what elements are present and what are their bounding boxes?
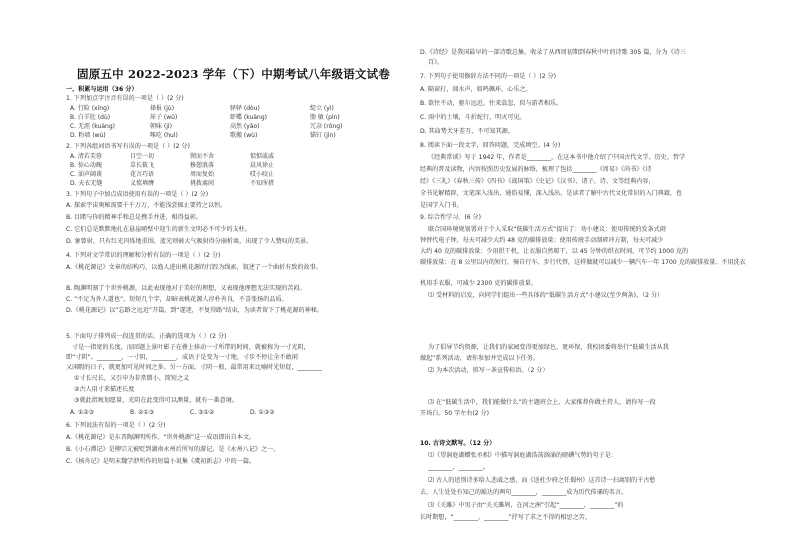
q2-options-row-b: B. 惊心动魄 草长筱飞 修憩浪落 晨风徐止 xyxy=(70,162,275,169)
q6-option-d-cont: 百》。 xyxy=(428,59,444,66)
q9-text-5: 机用手衣服，可减少 2300 克的碳排放量。 xyxy=(420,280,537,287)
q9-task-2: ⑵ 为本次活动，拟写一条宣传标语。（2 分） xyxy=(428,367,549,374)
q4-option-c: C. “不足为外人道也”，短短几个字，却暗表桃花源人淳朴善良，不喜张扬的品质。 xyxy=(66,296,288,303)
question-5: 5. 下面句子排列成一段连贯的话，正确的选项为（ ）(2 分) xyxy=(66,333,227,340)
left-column xyxy=(66,0,401,550)
q3-option-d: D. 象曾射，只有红光闪烁地重围，蓝光则被大气吸射得分崩析离，出现了令人赞叹的美景。 xyxy=(66,238,313,245)
q1-options-row-c: C. 无涯 (kuàng) 朝味 (jì) 高然 (yǎo) 冗杂 (rǒng) xyxy=(70,123,343,130)
q2-options-row-a: A. 清若芙蓉 目空一切 锲而不舍 惦惦戚戚 xyxy=(70,153,275,160)
q9-text-2: 钟替代电子钟，每天可减少大约 48 克的碳排放量；使用传统手动制碎冲方制，每天可减少 xyxy=(420,237,664,244)
q5-sentence-1: ①寸长尺长，又引申为非常微小、简短之义 xyxy=(74,375,190,382)
q1-options-row-d: D. 粉墙 (wù) 啄吃 (huì) 歌搬 (wù) 锚钉 (jìn) xyxy=(70,132,336,139)
q6-option-c: C.《核舟记》是明末魏学洢所作的短篇小说集《虞初新志》中的一篇。 xyxy=(66,458,256,465)
q4-option-a: A.《桃花源记》文章的结构巧，以渔人进出桃花源的行踪为线索，叙述了一个曲折有致的故事。 xyxy=(66,264,322,271)
question-10: 10. 古诗文默写。（12 分） xyxy=(420,440,496,447)
q9-text-4: 碳排放量；在 8 公里以内的短行，骑自行车、步行代替，这样做就可以减少一辆汽车一年 1700 克的碳排放量。不用洗衣 xyxy=(420,259,746,266)
q8-text-4: 全书见解精辟，文笔深入浅出，通俗易懂，深入浅出，是读者了解中古代文化常识的入门典籍，也 xyxy=(420,190,683,197)
q7-option-a: A. 隔窗打，闻水声，如鸣佩环，心乐之。 xyxy=(420,86,532,93)
page-title: 固原五中 2022-2023 学年（下）中期考试八年级语文试卷 xyxy=(77,67,390,81)
q5-options: A. ①②③ B. ②①③ C. ③①② D. ①③② xyxy=(70,409,275,416)
q10-item-3: ⑶《关雎》中男子由“关关雎鸠，在河之洲”引起“________，________”的 xyxy=(428,502,624,509)
q9-task-2-intro-2: 做起”系列活动，请你参加并完成以下任务。 xyxy=(420,355,539,362)
question-6: 6. 下列说法有误的一项是（ ）(2 分) xyxy=(66,422,166,429)
question-7: 7. 下列句子使用修辞方法不同的一项是（ ）(2 分) xyxy=(420,73,557,80)
q3-option-c: C. 它们总是默默地扎在悬崖峭壁中迎生的新生文明必不可少的支柱。 xyxy=(66,226,251,233)
q9-text-1: 联合国环境规划署对于个人采取“低碳生活方式”提出了：劝小建议：使用传统的发条式闹 xyxy=(428,226,666,233)
q4-option-d: D.《桃花源记》以“忘路之远近”开篇，到“遂迷，不复得路”结束，为读者留下了桃花源的神秘。 xyxy=(66,307,323,314)
question-9: 9. 综合性学习。(6 分) xyxy=(420,214,481,221)
q6-option-d: D.《诗经》是我国最早的一部诗歌总集，收录了从西周初期到春秋中叶的诗歌 305 篇，分为《诗三 xyxy=(420,49,686,56)
q10-item-2: ⑵ 古人的送别诗多给人悲戚之感，而《送杜少府之任蜀州》这首诗一扫离别的千古愁 xyxy=(428,477,656,484)
q3-option-a: A. 探索宇宙奥秘需要千千万万，不能浅尝辄止要持之以恒。 xyxy=(66,202,227,209)
q5-sentence-2: ②古人用寸来描述长度 xyxy=(74,386,135,393)
q9-task-1: ⑴ 受材料的启发，向同学们提出一些具体的“低碳生活方式”小建议(至少两条)。（2 分） xyxy=(428,292,664,299)
question-4: 4. 下列对文学常识的理解和分析有误的一项是（ ）(2 分) xyxy=(66,252,221,259)
q5-sentence-3: ③就此指规划愿量，光阴在此变得可以测量，就有一番意境。 xyxy=(74,397,238,404)
q10-item-2-cont: 去，人生处处有知己的豁达的两句________，________成为历代传诵的名言。 xyxy=(420,489,628,496)
q5-text-2: 即“寸阴”。________，一寸阴，________，成语于是变为一寸地，寸步不停让全不敢闲 xyxy=(66,354,298,361)
q8-text-3: 经》《三礼》《春秋三传》《四书》《战国策》《史记》《汉书》、诸子、诗、文等经典内容， xyxy=(420,178,655,185)
section-heading: 一、积累与运用（36 分） xyxy=(66,86,138,93)
q9-task-3-2: 开场白。50 字左右(2 分) xyxy=(420,410,490,417)
q7-option-b: B. 欲往不动，驱尔远近，往来翕忽，似与游者相乐。 xyxy=(420,100,563,107)
q10-item-1-blanks: ________，________。 xyxy=(428,464,489,471)
q1-options-row-a: A. 行险 (xíng) 择报 (jù) 驿驿 (dòu) 绽立 (yì) xyxy=(70,105,334,112)
q6-option-b: B.《小石潭记》是柳宗元被贬到湖南永州后所写的游记，是《永州八记》之一。 xyxy=(66,446,280,453)
question-3: 3. 下列句子中加点成语使用有误的一项是（ ）(2 分) xyxy=(66,191,209,198)
q8-text-1: 《经典常谈》写于 1942 年，作者是________，在这本书中他介绍了中国古代文学、历史、哲学 xyxy=(428,154,686,161)
q7-option-d: D. 其庙势犬牙差互，不可知其源。 xyxy=(420,128,514,135)
q5-text-3: 又闲暇的日子，就更加可见时间之多。另一方面，寸阴一般，最常用来比喻时光短促，________ xyxy=(66,364,322,371)
q3-option-b: B. 目睹与你的精神手和总是携手并进，相得益彰。 xyxy=(66,214,203,221)
q9-task-3-1: ⑶ 在“低碳生活中，我们能做什么”的主题班会上，大家推荐你做主持人，请你写一段 xyxy=(428,399,656,406)
q8-text-5: 是国学入门书。 xyxy=(420,202,463,209)
q6-option-a: A.《桃花源记》是东晋陶渊明所作。“世外桃源”这一成语即出自本文。 xyxy=(66,434,256,441)
q2-options-row-d: D. 天衣无缝 义愤填膺 挑拨离间 不知所措 xyxy=(70,180,275,187)
q1-options-row-b: B. 白羊肚 (dù) 犀子 (wǔ) 虾蝶 (kuàng) 脂 敏 (pìn) xyxy=(70,114,340,121)
q10-item-1: ⑴《望洞庭湖赠张丞相》中描写洞庭湖浩荡汹涌的磅礴气势的句子是： xyxy=(428,452,617,459)
q4-option-b: B. 陶渊明刻了个世外桃源，以此表现他对于美好的理想，又表现他理想无法实现的苦闷。 xyxy=(66,285,306,292)
q5-text-1: 寸是一指宽的长度，而回题上景叶影子在叠上移动一寸所带的时间，就被称为一寸光阴， xyxy=(72,344,310,351)
q10-item-3-cont: 长时期想，“________，________”抒写了求之不得的相思之苦。 xyxy=(420,514,591,521)
question-2: 2. 下列各组词语书写有误的一项是（ ）(2 分) xyxy=(66,143,190,150)
q9-task-2-intro-1: 为了倡导节约资源，让我们的家园变得更加绿色，更环保，我校团委将举行“低碳生活从我 xyxy=(428,344,669,351)
question-8: 8. 阅读下面一段文字，回答问题，完成填空。(4 分) xyxy=(420,142,561,149)
q9-text-3: 大约 40 克的碳排放量；少用烘干机，让衣服自然晾干，以 45 分钟的烘衣时间，可节约 1000 克的 xyxy=(420,248,689,255)
q8-text-2: 经典的普及读物，内容按照历史发展的脉络，梳理了包括________《周易》《尚书》《诗 xyxy=(420,166,652,173)
question-1: 1. 下列加点字注音有误的一项是（ ）(2 分) xyxy=(66,95,184,102)
right-column xyxy=(420,0,765,550)
q2-options-row-c: C. 油声阔谈 花言巧语 周而复始 哎小咬止 xyxy=(70,171,275,178)
q7-option-c: C. 雨中的土壤，斗折蛇行，明灭可见。 xyxy=(420,114,526,121)
